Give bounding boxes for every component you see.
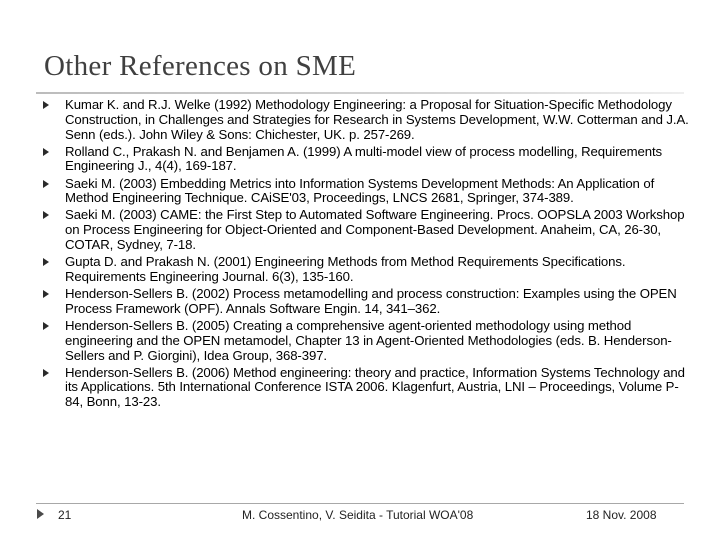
reference-item — [40, 208, 690, 252]
title-divider — [36, 92, 684, 94]
bullet-arrow-icon — [43, 180, 49, 188]
bullet-arrow-icon — [43, 101, 49, 109]
reference-item — [40, 98, 690, 142]
reference-text: Saeki M. (2003) Embedding Metrics into Information Systems Development Methods: An Application of Method Engineering Technique. CAiSE'03, Proceedings, LNCS 2681, Springer, 374-389. — [65, 175, 655, 206]
footer-text: M. Cossentino, V. Seidita - Tutorial WOA'08 — [242, 508, 474, 522]
reference-text: Saeki M. (2003) CAME: the First Step to Automated Software Engineering. Procs. OOPSLA 2003 Workshop on Process Engineering for Object-Oriented and Component-Based Development. Anaheim, CA, 26-30, COTAR, Sydney, 7-18. — [65, 207, 685, 253]
reference-item — [40, 366, 690, 410]
page-marker-icon — [37, 509, 44, 519]
reference-list — [40, 98, 690, 412]
page-number: 21 — [58, 508, 72, 522]
reference-item — [40, 145, 690, 175]
bullet-arrow-icon — [43, 322, 49, 330]
bullet-arrow-icon — [43, 258, 49, 266]
reference-text: Henderson-Sellers B. (2006) Method engineering: theory and practice, Information Systems Technology and its Applications. 5th International Conference ISTA 2006. Klagenfurt, Austria, LNI – Proceedings, Volume P-84, Bonn, 13-23. — [65, 364, 685, 410]
bullet-arrow-icon — [43, 290, 49, 298]
reference-item — [40, 319, 690, 363]
reference-text: Rolland C., Prakash N. and Benjamen A. (1999) A multi-model view of process modelling, Requirements Engineering J., 4(4), 169-187. — [65, 143, 663, 174]
slide-title: Other References on SME — [44, 50, 357, 82]
reference-item — [40, 177, 690, 207]
bullet-arrow-icon — [43, 148, 49, 156]
reference-text: Henderson-Sellers B. (2005) Creating a comprehensive agent-oriented methodology using method engineering and the OPEN metamodel, Chapter 13 in Agent-Oriented Methodologies (eds. B. Henderson-Sellers and P. Giorgini), Idea Group, 368-397. — [65, 317, 672, 363]
bullet-arrow-icon — [43, 211, 49, 219]
reference-text: Kumar K. and R.J. Welke (1992) Methodology Engineering: a Proposal for Situation-Specific Methodology Construction, in Challenges and Strategies for Research in Systems Development, W.W. Cotterman and J.A. Senn (eds.). John Wiley & Sons: Chichester, UK. p. 257-269. — [65, 97, 689, 142]
footer-divider — [36, 503, 684, 504]
reference-text: Henderson-Sellers B. (2002) Process metamodelling and process construction: Examples using the OPEN Process Framework (OPF). Annals Software Engin. 14, 341–362. — [65, 286, 677, 316]
bullet-arrow-icon — [43, 369, 49, 377]
footer-date: 18 Nov. 2008 — [586, 508, 657, 522]
reference-item — [40, 287, 690, 317]
reference-text: Gupta D. and Prakash N. (2001) Engineering Methods from Method Requirements Specifications. Requirements Engineering Journal. 6(3), 135-160. — [65, 254, 626, 284]
reference-item — [40, 255, 690, 285]
